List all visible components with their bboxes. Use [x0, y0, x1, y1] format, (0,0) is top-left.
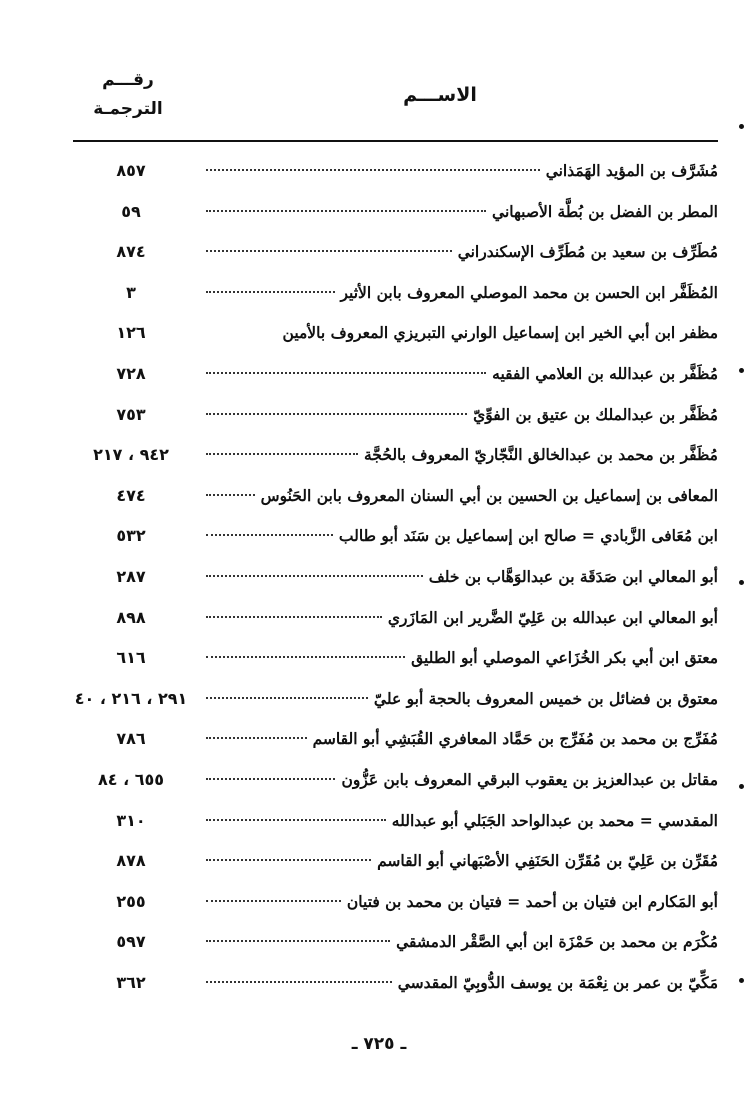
entry-number: ٨٥٧	[116, 161, 146, 180]
entry-number: ٤٧٤	[116, 485, 146, 505]
entry-name	[206, 686, 718, 712]
entry-name-text: مُقَرِّن بن عَلِيّ بن مُقَرِّن الحَنَفِي الأصْبَهاني أبو القاسم	[377, 851, 718, 871]
column-header-name	[300, 84, 580, 106]
entry-name	[206, 808, 718, 834]
index-entry	[0, 274, 748, 315]
entry-name-text: مُظَفَّر بن عبدالملك بن عتيق بن الفوِّيّ	[473, 404, 718, 424]
index-entry	[0, 477, 748, 518]
entry-name-text: المُظَفَّر ابن الحسن بن محمد الموصلي المعروف بابن الأثير	[340, 282, 718, 302]
entry-name	[206, 848, 718, 874]
leader-dots	[206, 372, 486, 374]
index-entry	[0, 761, 748, 802]
entry-name	[206, 726, 718, 752]
entry-name-text: المعافى بن إسماعيل بن الحسين بن أبي السنان المعروف بابن الحَنُوس	[260, 485, 718, 505]
entry-name-text: مَكِّيّ بن عمر بن نِعْمَة بن يوسف الدُّوبِيّ المقدسي	[397, 972, 718, 992]
entry-number: ٨٧٤	[116, 242, 146, 262]
entry-number: ٢٩١ ، ٢١٦ ، ٤٠	[74, 688, 188, 708]
entry-number: ٧٥٣	[116, 404, 146, 424]
entry-name-text: أبو المعالي ابن عبدالله بن عَلِيّ الضَّرير ابن المَازَري	[387, 607, 718, 627]
leader-dots	[206, 413, 467, 415]
column-header-number-line1: رقـــم	[102, 70, 154, 90]
entry-name	[206, 483, 718, 509]
margin-mark	[739, 124, 744, 129]
leader-dots	[206, 291, 335, 293]
column-header-number-line2: الترجمـة	[93, 99, 163, 119]
entry-list	[0, 152, 748, 1004]
entry-number: ٧٨٦	[116, 729, 146, 749]
entry-name	[206, 402, 718, 428]
margin-mark	[739, 368, 744, 373]
entry-name-text: مظفر ابن أبي الخير ابن إسماعيل الوارني التبريزي المعروف بالأمين	[282, 323, 718, 343]
entry-number: ١٢٦	[116, 323, 146, 343]
margin-mark	[739, 784, 744, 789]
entry-name-text: مُكْرَم بن محمد بن حَمْزَة ابن أبي الصَّقْر الدمشقي	[396, 932, 718, 952]
entry-name	[206, 523, 718, 549]
leader-dots	[206, 778, 335, 780]
entry-number: ٦٥٥ ، ٨٤	[97, 769, 165, 789]
entry-name	[206, 239, 718, 265]
entry-name	[206, 929, 718, 955]
index-entry	[0, 558, 748, 599]
leader-dots	[206, 697, 368, 699]
entry-number: ٥٣٢	[116, 526, 146, 546]
index-entry	[0, 517, 748, 558]
entry-name	[206, 970, 718, 996]
margin-mark	[739, 580, 744, 585]
entry-name-text: معتق ابن أبي بكر الخُزَاعي الموصلي أبو الطليق	[411, 648, 718, 668]
leader-dots	[206, 250, 452, 252]
leader-dots	[206, 210, 486, 212]
entry-name-text: مُفَرِّج بن محمد بن مُفَرِّج بن حَمَّاد المعافري القُبَشِي أبو القاسم	[312, 729, 718, 749]
entry-name	[206, 605, 718, 631]
leader-dots	[206, 616, 382, 618]
entry-name	[206, 280, 718, 306]
entry-name-text: مقاتل بن عبدالعزيز بن يعقوب البرقي المعروف بابن عَزُّون	[341, 769, 718, 789]
entry-number: ٣٦٢	[116, 972, 146, 992]
leader-dots	[206, 737, 307, 739]
leader-dots	[206, 819, 386, 821]
entry-name-text: المطر بن الفضل بن بُطَّة الأصبهاني	[492, 201, 718, 221]
index-entry	[0, 193, 748, 234]
leader-dots	[206, 534, 333, 536]
entry-number: ٧٢٨	[116, 363, 146, 383]
entry-name-text: أبو المعالي ابن صَدَقَة بن عبدالوَهَّاب بن خلف	[428, 566, 718, 586]
leader-dots	[206, 494, 255, 496]
entry-number: ٥٩٧	[116, 932, 146, 952]
entry-name-text: مُظَفَّر بن محمد بن عبدالخالق النَّجّاريّ المعروف بالحُجَّة	[364, 445, 718, 465]
entry-number: ٢٨٧	[116, 566, 146, 586]
leader-dots	[206, 453, 358, 455]
entry-number: ٨٧٨	[116, 851, 146, 871]
index-entry	[0, 923, 748, 964]
entry-name-text: ابن مُعَافى الزَّبادي = صالح ابن إسماعيل بن سَنَد أبو طالب	[338, 526, 718, 546]
leader-dots	[206, 169, 540, 171]
leader-dots	[206, 940, 390, 942]
entry-name	[206, 564, 718, 590]
entry-name	[206, 767, 718, 793]
entry-name	[206, 442, 718, 468]
entry-name	[206, 361, 718, 387]
leader-dots	[206, 859, 371, 861]
entry-number: ٣١٠	[116, 810, 146, 830]
entry-name-text: مُشَرَّف بن المؤيد الهَمَذاني	[545, 161, 718, 180]
entry-name-text: معتوق بن فضائل بن خميس المعروف بالحجة أبو عليّ	[373, 688, 718, 708]
index-entry	[0, 152, 748, 193]
index-entry	[0, 842, 748, 883]
entry-number: ٩٤٢ ، ٢١٧	[93, 445, 169, 465]
entry-name	[206, 158, 718, 184]
page-number: ـ ٧٢٥ ـ	[351, 1034, 407, 1054]
entry-number: ٨٩٨	[116, 607, 146, 627]
entry-name-text: مُطَرِّف بن سعيد بن مُطَرِّف الإسكندراني	[457, 242, 718, 262]
entry-name	[206, 645, 718, 671]
index-entry	[0, 599, 748, 640]
entry-number: ٣	[126, 282, 136, 302]
leader-dots	[206, 575, 423, 577]
index-entry	[0, 883, 748, 924]
entry-number: ٦١٦	[116, 648, 146, 668]
index-entry	[0, 720, 748, 761]
entry-name-text: مُظَفَّر بن عبدالله بن العلامي الفقيه	[492, 363, 718, 383]
index-entry	[0, 680, 748, 721]
leader-dots	[206, 656, 405, 658]
index-entry	[0, 802, 748, 843]
index-entry	[0, 436, 748, 477]
index-entry	[0, 233, 748, 274]
column-header-number	[68, 66, 188, 124]
entry-number: ٥٩	[121, 201, 141, 221]
leader-dots	[206, 981, 392, 983]
index-entry	[0, 396, 748, 437]
entry-name-text: أبو المَكارم ابن فتيان بن أحمد = فتيان بن محمد بن فتيان	[346, 891, 718, 911]
margin-mark	[739, 978, 744, 983]
column-header-name-label: الاســـم	[403, 84, 477, 106]
entry-number: ٢٥٥	[116, 891, 146, 911]
entry-name	[206, 320, 718, 346]
index-entry	[0, 964, 748, 1005]
leader-dots	[206, 900, 341, 902]
entry-name-text: المقدسي = محمد بن عبدالواحد الجَبَلي أبو عبدالله	[391, 810, 718, 830]
entry-name	[206, 889, 718, 915]
index-entry	[0, 355, 748, 396]
header-divider	[73, 140, 718, 142]
index-entry	[0, 314, 748, 355]
entry-name	[206, 199, 718, 225]
index-entry	[0, 639, 748, 680]
